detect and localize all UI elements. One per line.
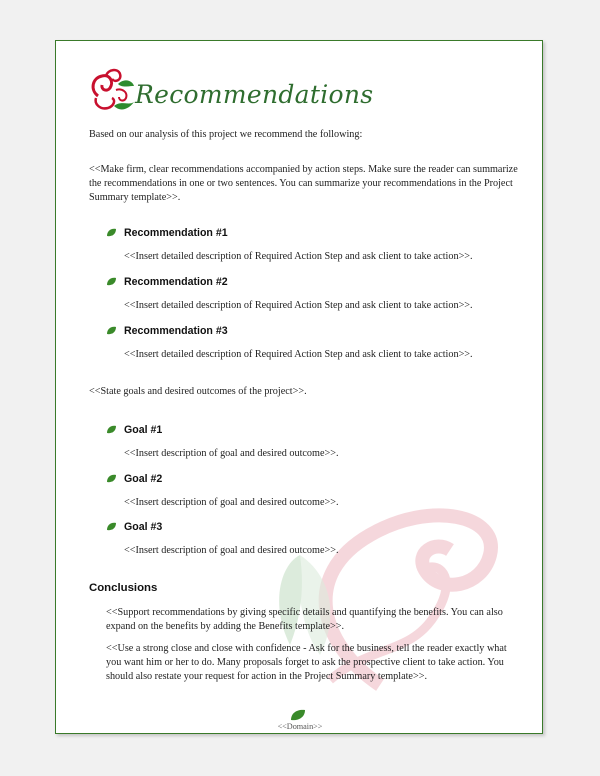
intro-text: Based on our analysis of this project we recommend the following: <box>89 129 363 140</box>
page-title: Recommendations <box>135 80 374 109</box>
goal-text: <<Insert description of goal and desired outcome>>. <box>124 497 339 508</box>
goal-text: <<Insert description of goal and desired outcome>>. <box>124 448 339 459</box>
conclusions-paragraph: <<Use a strong close and close with confidence - Ask for the business, tell the reader exactly what you want him or her to do. Many proposals forget to ask the prospective client to take action. You should also restate your request for action in the Project Summary template>>. <box>106 643 507 682</box>
conclusions-heading: Conclusions <box>89 582 158 594</box>
leaf-bullet-icon <box>106 522 117 531</box>
goal-heading: Goal #3 <box>124 521 163 533</box>
leaf-icon <box>290 709 306 721</box>
goal-text: <<Insert description of goal and desired outcome>>. <box>124 545 339 556</box>
goals-intro: <<State goals and desired outcomes of the project>>. <box>89 386 307 397</box>
rose-logo-icon <box>88 66 136 112</box>
goal-heading: Goal #1 <box>124 424 163 436</box>
leaf-bullet-icon <box>106 277 117 286</box>
recommendation-text: <<Insert detailed description of Required Action Step and ask client to take action>>. <box>124 300 473 311</box>
conclusions-paragraph: <<Support recommendations by giving specific details and quantifying the benefits. You can also expand on the benefits by adding the Benefits template>>. <box>106 607 503 632</box>
recommendation-heading: Recommendation #2 <box>124 276 228 288</box>
recommendation-heading: Recommendation #1 <box>124 227 228 239</box>
intro-placeholder: <<Make firm, clear recommendations accompanied by action steps. Make sure the reader can summarize the recommendations in one or two sentences. You can summarize your recommendations in the Project Summary template>>. <box>89 164 518 203</box>
leaf-bullet-icon <box>106 326 117 335</box>
recommendation-text: <<Insert detailed description of Required Action Step and ask client to take action>>. <box>124 251 473 262</box>
leaf-bullet-icon <box>106 425 117 434</box>
leaf-bullet-icon <box>106 228 117 237</box>
leaf-bullet-icon <box>106 474 117 483</box>
recommendation-text: <<Insert detailed description of Required Action Step and ask client to take action>>. <box>124 349 473 360</box>
recommendation-heading: Recommendation #3 <box>124 325 228 337</box>
goal-heading: Goal #2 <box>124 473 163 485</box>
footer-domain: <<Domain>> <box>277 722 323 731</box>
